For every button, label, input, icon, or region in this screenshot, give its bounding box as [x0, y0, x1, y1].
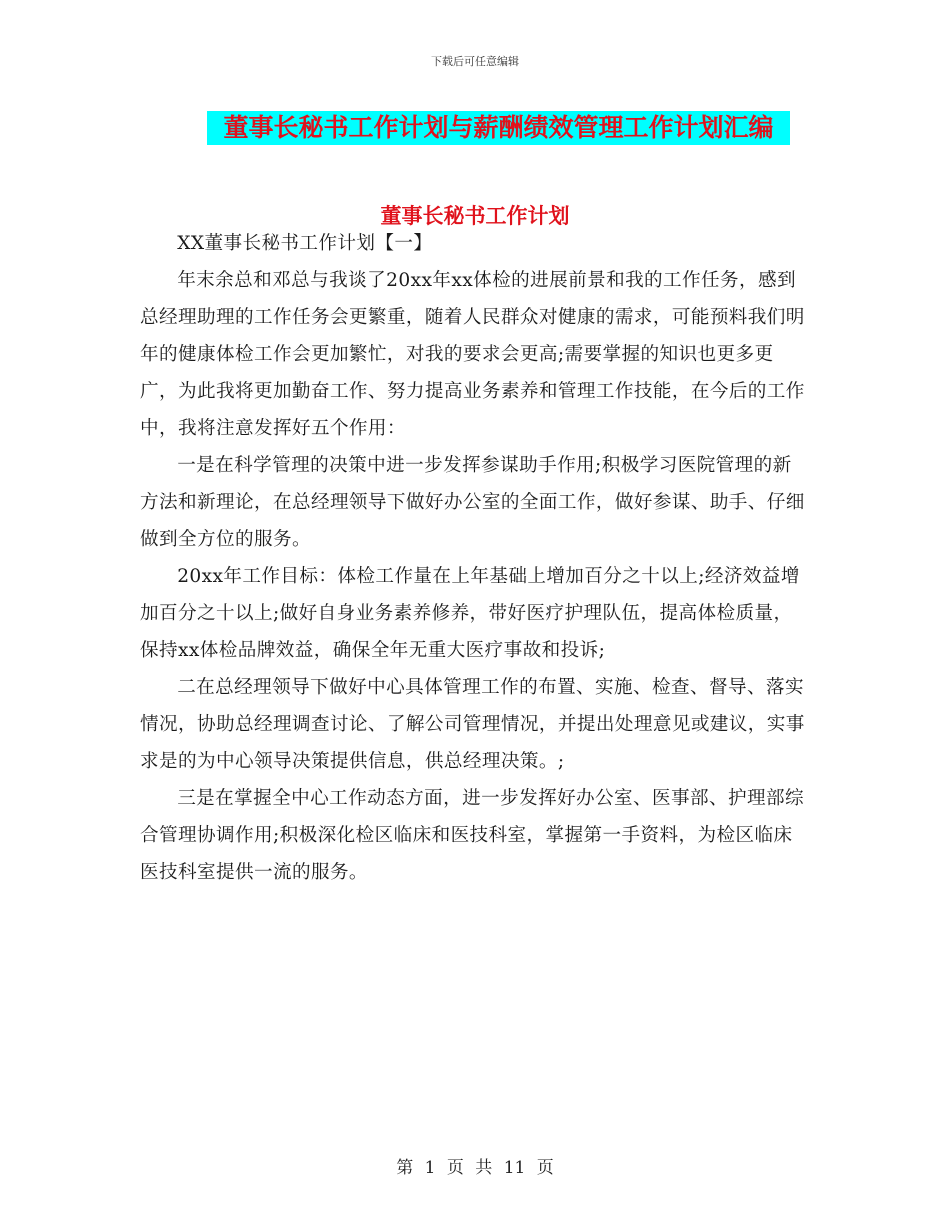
page-header-note: 下载后可任意编辑: [431, 55, 519, 68]
paragraph: 20xx年工作目标：体检工作量在上年基础上增加百分之十以上;经济效益增加百分之十以上;做好自身业务素养修养，带好医疗护理队伍，提高体检质量，保持xx体检品牌效益，确保全年无重大医疗事故和投诉;: [140, 566, 800, 661]
page-footer: 第 1 页 共 11 页: [396, 1158, 554, 1178]
paragraph: 年末余总和邓总与我谈了20xx年xx体检的进展前景和我的工作任务，感到总经理助理的工作任务会更繁重，随着人民群众对健康的需求，可能预料我们明年的健康体检工作会更加繁忙，对我的要求会更高;需要掌握的知识也更多更广，为此我将更加勤奋工作、努力提高业务素养和管理工作技能，在今后的工作中，我将注意发挥好五个作用：: [140, 270, 805, 439]
document-body: [140, 225, 810, 891]
paragraph: 三是在掌握全中心工作动态方面，进一步发挥好办公室、医事部、护理部综合管理协调作用;积极深化检区临床和医技科室，掌握第一手资料，为检区临床医技科室提供一流的服务。: [140, 788, 804, 883]
paragraph: 二在总经理领导下做好中心具体管理工作的布置、实施、检查、督导、落实情况，协助总经理调查讨论、了解公司管理情况，并提出处理意见或建议，实事求是的为中心领导决策提供信息，供总经理决策。;: [140, 677, 805, 772]
paragraph-heading: XX董事长秘书工作计划【一】: [177, 233, 433, 254]
main-title: 董事长秘书工作计划与薪酬绩效管理工作计划汇编: [207, 111, 790, 145]
section-title: 董事长秘书工作计划: [380, 203, 570, 228]
main-title-block: [207, 111, 790, 145]
paragraph: 一是在科学管理的决策中进一步发挥参谋助手作用;积极学习医院管理的新方法和新理论，在总经理领导下做好办公室的全面工作，做好参谋、助手、仔细做到全方位的服务。: [140, 455, 805, 550]
